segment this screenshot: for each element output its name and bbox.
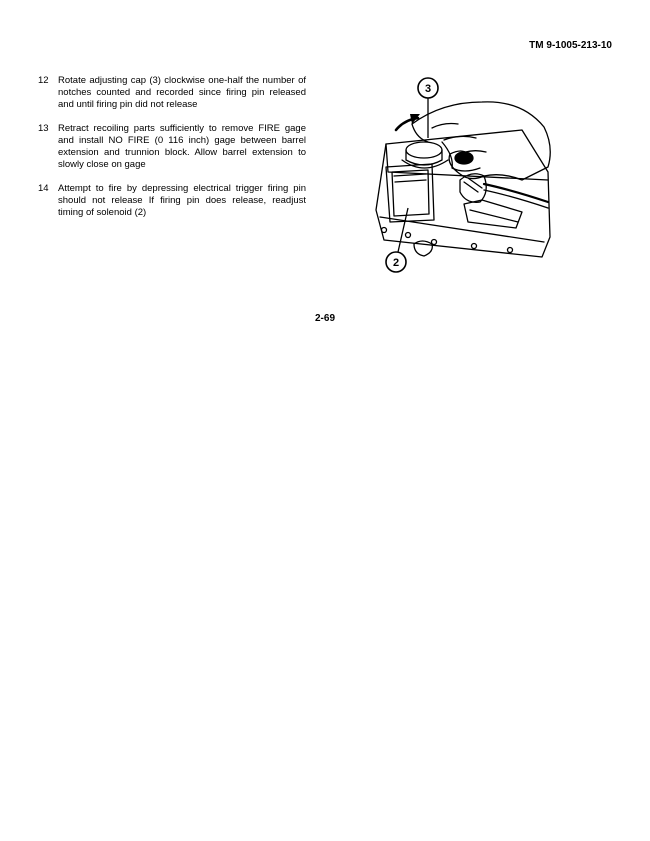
callout-3: 3	[424, 83, 432, 95]
step-text: Attempt to fire by depressing electrical trigger firing pin should not release If firing pin does release, readjust timing of solenoid (2)	[58, 183, 306, 218]
bracket-strap	[470, 210, 518, 222]
solenoid-inner	[392, 170, 429, 216]
callout-2: 2	[392, 257, 400, 269]
bolt-hole	[382, 228, 387, 233]
page-number: 2-69	[314, 313, 335, 324]
thumbnail	[455, 152, 473, 164]
solenoid-shading	[394, 174, 426, 182]
procedure-steps	[38, 75, 306, 231]
step-13	[38, 123, 306, 171]
bolt-hole	[508, 248, 513, 253]
mount-bracket	[464, 200, 522, 228]
cable	[484, 184, 548, 202]
step-14	[38, 183, 306, 219]
document-id: TM 9-1005-213-10	[529, 40, 612, 51]
step-number: 13	[38, 123, 49, 134]
solenoid-illustration	[372, 72, 554, 284]
adjusting-cap	[406, 142, 442, 158]
bolt-hole	[406, 233, 411, 238]
step-number: 14	[38, 183, 49, 194]
step-text: Rotate adjusting cap (3) clockwise one-half the number of notches counted and recorded since firing pin released and until firing pin did not release	[58, 75, 306, 110]
step-12	[38, 75, 306, 111]
step-number: 12	[38, 75, 49, 86]
step-text: Retract recoiling parts sufficiently to remove FIRE gage and install NO FIRE (0 116 inch) gage between barrel extension and trunnion block. Allow barrel extension to slowly close on gage	[58, 123, 306, 170]
bolt-hole	[472, 244, 477, 249]
solenoid-drawing	[372, 72, 554, 284]
connector-ridges	[464, 178, 482, 192]
leader-line-2	[398, 208, 408, 252]
